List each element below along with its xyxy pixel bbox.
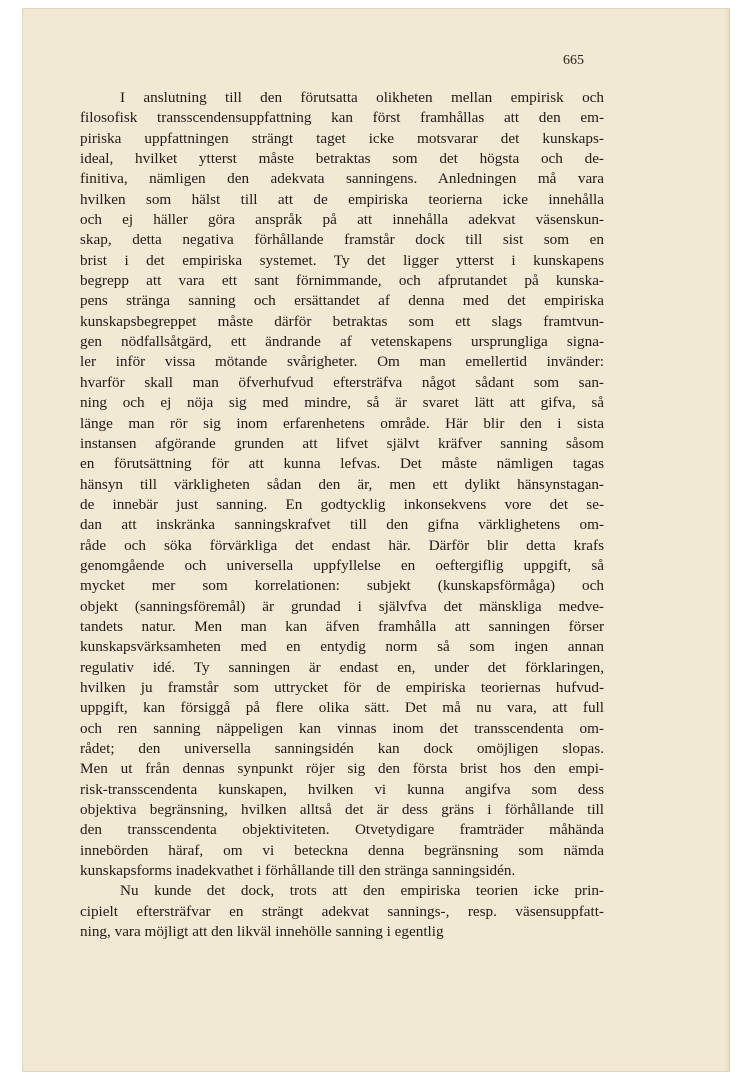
text-line: den transscendenta objektiviteten. Otvetydigare framträder måhända	[80, 821, 604, 839]
text-line: hvarför skall man öfverhufvud eftersträfva något sådant som san-	[80, 373, 604, 391]
text-line: skap, detta negativa förhållande framstår dock till sist som en	[80, 231, 604, 249]
text-line: filosofisk transscendensuppfattning kan först framhållas att den em-	[80, 109, 604, 127]
text-line: gen nödfallsåtgärd, ett ändrande af vetenskapens ursprungliga signa-	[80, 333, 604, 351]
text-line: objekt (sanningsföremål) är grundad i självfva det mänskliga medve-	[80, 597, 604, 615]
text-line: genomgående och universella uppfyllelse en oeftergiflig uppgift, så	[80, 556, 604, 574]
text-line: länge man rör sig inom erfarenhetens område. Här blir den i sista	[80, 414, 604, 432]
page-number: 665	[563, 53, 584, 68]
text-line: cipielt eftersträfvar en strängt adekvat sannings-, resp. väsensuppfatt-	[80, 902, 604, 920]
text-line: I anslutning till den förutsatta olikheten mellan empirisk och	[120, 89, 604, 106]
text-line: de innebär just sanning. En godtycklig inkonsekvens vore det se-	[80, 495, 604, 513]
text-line: Nu kunde det dock, trots att den empiriska teorien icke prin-	[120, 882, 604, 900]
body-text	[80, 88, 604, 942]
text-line: en förutsättning för att kunna lefvas. Det måste nämligen tagas	[80, 455, 604, 473]
text-line: råde och söka förvärkliga det endast här. Därför blir detta krafs	[80, 536, 604, 554]
text-line: piriska uppfattningen strängt taget icke motsvarar det kunskaps-	[80, 129, 604, 147]
text-line: finitiva, nämligen den adekvata sanningens. Anledningen må vara	[80, 170, 604, 188]
page-edge-shadow	[724, 8, 730, 1072]
text-line: begrepp att vara ett sant förnimmande, och afprutandet på kunska-	[80, 272, 604, 290]
text-line: hänsyn till värkligheten sådan den är, men ett dylikt hänsynstagan-	[80, 475, 604, 493]
text-line: ning, vara möjligt att den likväl innehölle sanning i egentlig	[80, 923, 444, 941]
text-line: dan att inskränka sanningskrafvet till den gifna värklighetens om-	[80, 516, 604, 534]
text-line: kunskapsbegreppet måste därför betraktas som ett slags framtvun-	[80, 312, 604, 330]
text-line: regulativ idé. Ty sanningen är endast en, under det förklaringen,	[80, 658, 604, 676]
text-line: brist i det empiriska systemet. Ty det ligger ytterst i kunskapens	[80, 251, 604, 269]
text-line: rådet; den universella sanningsidén kan dock omöjligen slopas.	[80, 740, 604, 757]
text-line: mycket mer som korrelationen: subjekt (kunskapsförmåga) och	[80, 577, 604, 595]
text-line: innebörden häraf, om vi beteckna denna begränsning som nämda	[80, 841, 604, 859]
paragraph	[80, 881, 604, 942]
text-line: och ren sanning näppeligen kan vinnas inom det transscendenta om-	[80, 719, 604, 737]
text-line: risk-transscendenta kunskapen, hvilken vi kunna angifva som dess	[80, 780, 604, 798]
text-line: ning och ej nöja sig med mindre, så är svaret lätt att gifva, så	[80, 394, 604, 412]
text-line: ler inför vissa mötande svårigheter. Om man emellertid invänder:	[80, 353, 604, 371]
text-line: hvilken som hälst till att de empiriska teorierna icke innehålla	[80, 190, 604, 208]
text-line: objektiva begränsning, hvilken alltså det är dess gräns i förhållande till	[80, 801, 604, 819]
text-line: tandets natur. Men man kan äfven framhålla att sanningen förser	[80, 617, 604, 635]
text-line: Men ut från dennas synpunkt röjer sig den första brist hos den empi-	[80, 760, 604, 778]
text-line: kunskapsforms inadekvathet i förhållande till den stränga sanningsidén.	[80, 862, 516, 880]
text-line: ideal, hvilket ytterst måste betraktas som det högsta och de-	[80, 150, 604, 168]
text-line: och ej häller göra anspråk på att innehålla adekvat väsenskun-	[80, 211, 604, 229]
text-line: hvilken ju framstår som uttrycket för de empiriska teoriernas hufvud-	[80, 678, 604, 696]
text-line: uppgift, kan försiggå på flere olika sätt. Det må nu vara, att full	[80, 699, 604, 717]
paragraph	[80, 88, 604, 881]
text-line: instansen afgörande grunden att lifvet självt kräfver sanning såsom	[80, 434, 604, 452]
text-line: kunskapsvärksamheten med en entydig norm så som ingen annan	[80, 638, 604, 656]
text-line: pens stränga sanning och ersättandet af denna med det empiriska	[80, 292, 604, 310]
